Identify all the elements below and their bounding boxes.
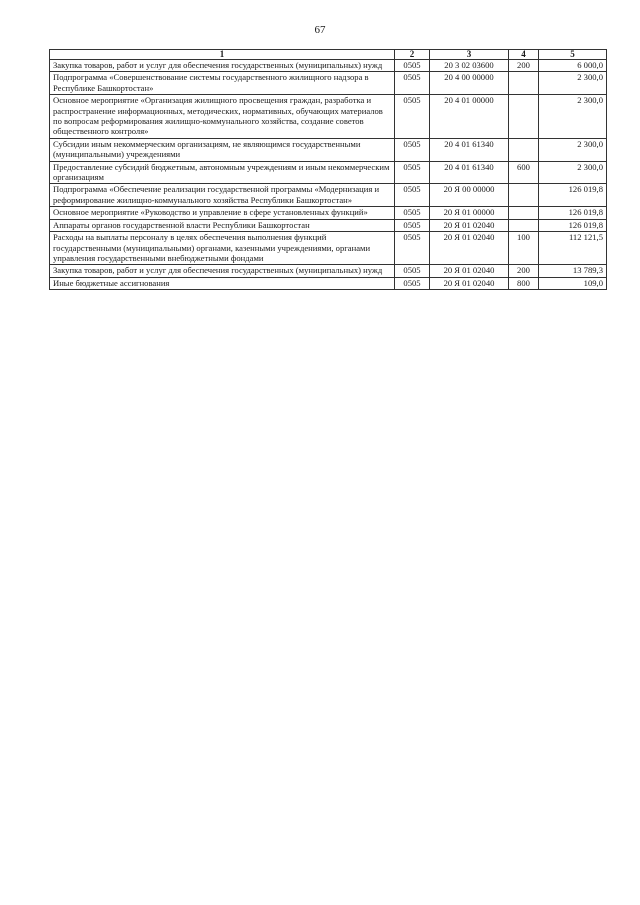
row-amount-cell: 126 019,8: [539, 219, 607, 231]
row-type-cell: [509, 207, 539, 219]
row-code-cell: 0505: [395, 184, 430, 207]
row-type-cell: [509, 219, 539, 231]
row-code-cell: 0505: [395, 60, 430, 72]
row-type-cell: [509, 184, 539, 207]
row-amount-cell: 126 019,8: [539, 184, 607, 207]
table-row: [50, 161, 607, 184]
table-body: [50, 60, 607, 290]
row-type-cell: [509, 95, 539, 139]
row-amount-cell: 13 789,3: [539, 265, 607, 277]
row-article-cell: 20 Я 00 00000: [430, 184, 509, 207]
row-type-cell: 200: [509, 60, 539, 72]
table-row: [50, 219, 607, 231]
row-name-cell: Основное мероприятие «Организация жилищного просвещения граждан, разработка и распространение информационных, методических, нормативных, обучающих материалов по вопросам реформирования жилищно-коммунального хозяйства, создание советов общественного контроля»: [50, 95, 395, 139]
row-code-cell: 0505: [395, 138, 430, 161]
row-name-cell: Иные бюджетные ассигнования: [50, 277, 395, 289]
table-row: [50, 138, 607, 161]
row-name-cell: Расходы на выплаты персоналу в целях обеспечения выполнения функций государственными (муниципальными) органами, казенными учреждениями, органами управления государственными внебюджетными фондами: [50, 232, 395, 265]
row-article-cell: 20 Я 01 00000: [430, 207, 509, 219]
table-row: [50, 232, 607, 265]
row-article-cell: 20 4 01 61340: [430, 161, 509, 184]
table-row: [50, 95, 607, 139]
table-row: [50, 207, 607, 219]
header-row: [50, 50, 607, 60]
table-row: [50, 265, 607, 277]
row-name-cell: Аппараты органов государственной власти Республики Башкортостан: [50, 219, 395, 231]
row-code-cell: 0505: [395, 72, 430, 95]
row-amount-cell: 6 000,0: [539, 60, 607, 72]
row-code-cell: 0505: [395, 277, 430, 289]
row-article-cell: 20 Я 01 02040: [430, 277, 509, 289]
header-col-3: 3: [430, 50, 509, 60]
row-article-cell: 20 Я 01 02040: [430, 232, 509, 265]
row-type-cell: 800: [509, 277, 539, 289]
row-name-cell: Основное мероприятие «Руководство и управление в сфере установленных функций»: [50, 207, 395, 219]
row-type-cell: 600: [509, 161, 539, 184]
row-article-cell: 20 4 00 00000: [430, 72, 509, 95]
row-amount-cell: 2 300,0: [539, 95, 607, 139]
table-header: [50, 50, 607, 60]
row-name-cell: Субсидии иным некоммерческим организациям, не являющимся государственными (муниципальными) учреждениями: [50, 138, 395, 161]
row-code-cell: 0505: [395, 265, 430, 277]
row-code-cell: 0505: [395, 161, 430, 184]
row-type-cell: 100: [509, 232, 539, 265]
row-amount-cell: 2 300,0: [539, 72, 607, 95]
table-row: [50, 72, 607, 95]
row-code-cell: 0505: [395, 219, 430, 231]
row-article-cell: 20 4 01 00000: [430, 95, 509, 139]
header-col-4: 4: [509, 50, 539, 60]
row-article-cell: 20 3 02 03600: [430, 60, 509, 72]
table-row: [50, 277, 607, 289]
header-col-2: 2: [395, 50, 430, 60]
row-name-cell: Подпрограмма «Обеспечение реализации государственной программы «Модернизация и реформирование жилищно-коммунального хозяйства Республики Башкортостан»: [50, 184, 395, 207]
row-article-cell: 20 Я 01 02040: [430, 265, 509, 277]
header-col-1: 1: [50, 50, 395, 60]
row-type-cell: 200: [509, 265, 539, 277]
table-row: [50, 184, 607, 207]
header-col-5: 5: [539, 50, 607, 60]
row-type-cell: [509, 72, 539, 95]
row-code-cell: 0505: [395, 232, 430, 265]
row-type-cell: [509, 138, 539, 161]
row-code-cell: 0505: [395, 95, 430, 139]
row-amount-cell: 112 121,5: [539, 232, 607, 265]
page-number: 67: [314, 24, 326, 36]
row-article-cell: 20 Я 01 02040: [430, 219, 509, 231]
row-name-cell: Закупка товаров, работ и услуг для обеспечения государственных (муниципальных) нужд: [50, 60, 395, 72]
row-name-cell: Закупка товаров, работ и услуг для обеспечения государственных (муниципальных) нужд: [50, 265, 395, 277]
budget-table: [49, 49, 607, 290]
row-amount-cell: 126 019,8: [539, 207, 607, 219]
row-amount-cell: 2 300,0: [539, 138, 607, 161]
row-amount-cell: 2 300,0: [539, 161, 607, 184]
row-name-cell: Подпрограмма «Совершенствование системы государственного жилищного надзора в Республике Башкортостан»: [50, 72, 395, 95]
row-name-cell: Предоставление субсидий бюджетным, автономным учреждениям и иным некоммерческим организациям: [50, 161, 395, 184]
row-article-cell: 20 4 01 61340: [430, 138, 509, 161]
table-row: [50, 60, 607, 72]
row-code-cell: 0505: [395, 207, 430, 219]
row-amount-cell: 109,0: [539, 277, 607, 289]
